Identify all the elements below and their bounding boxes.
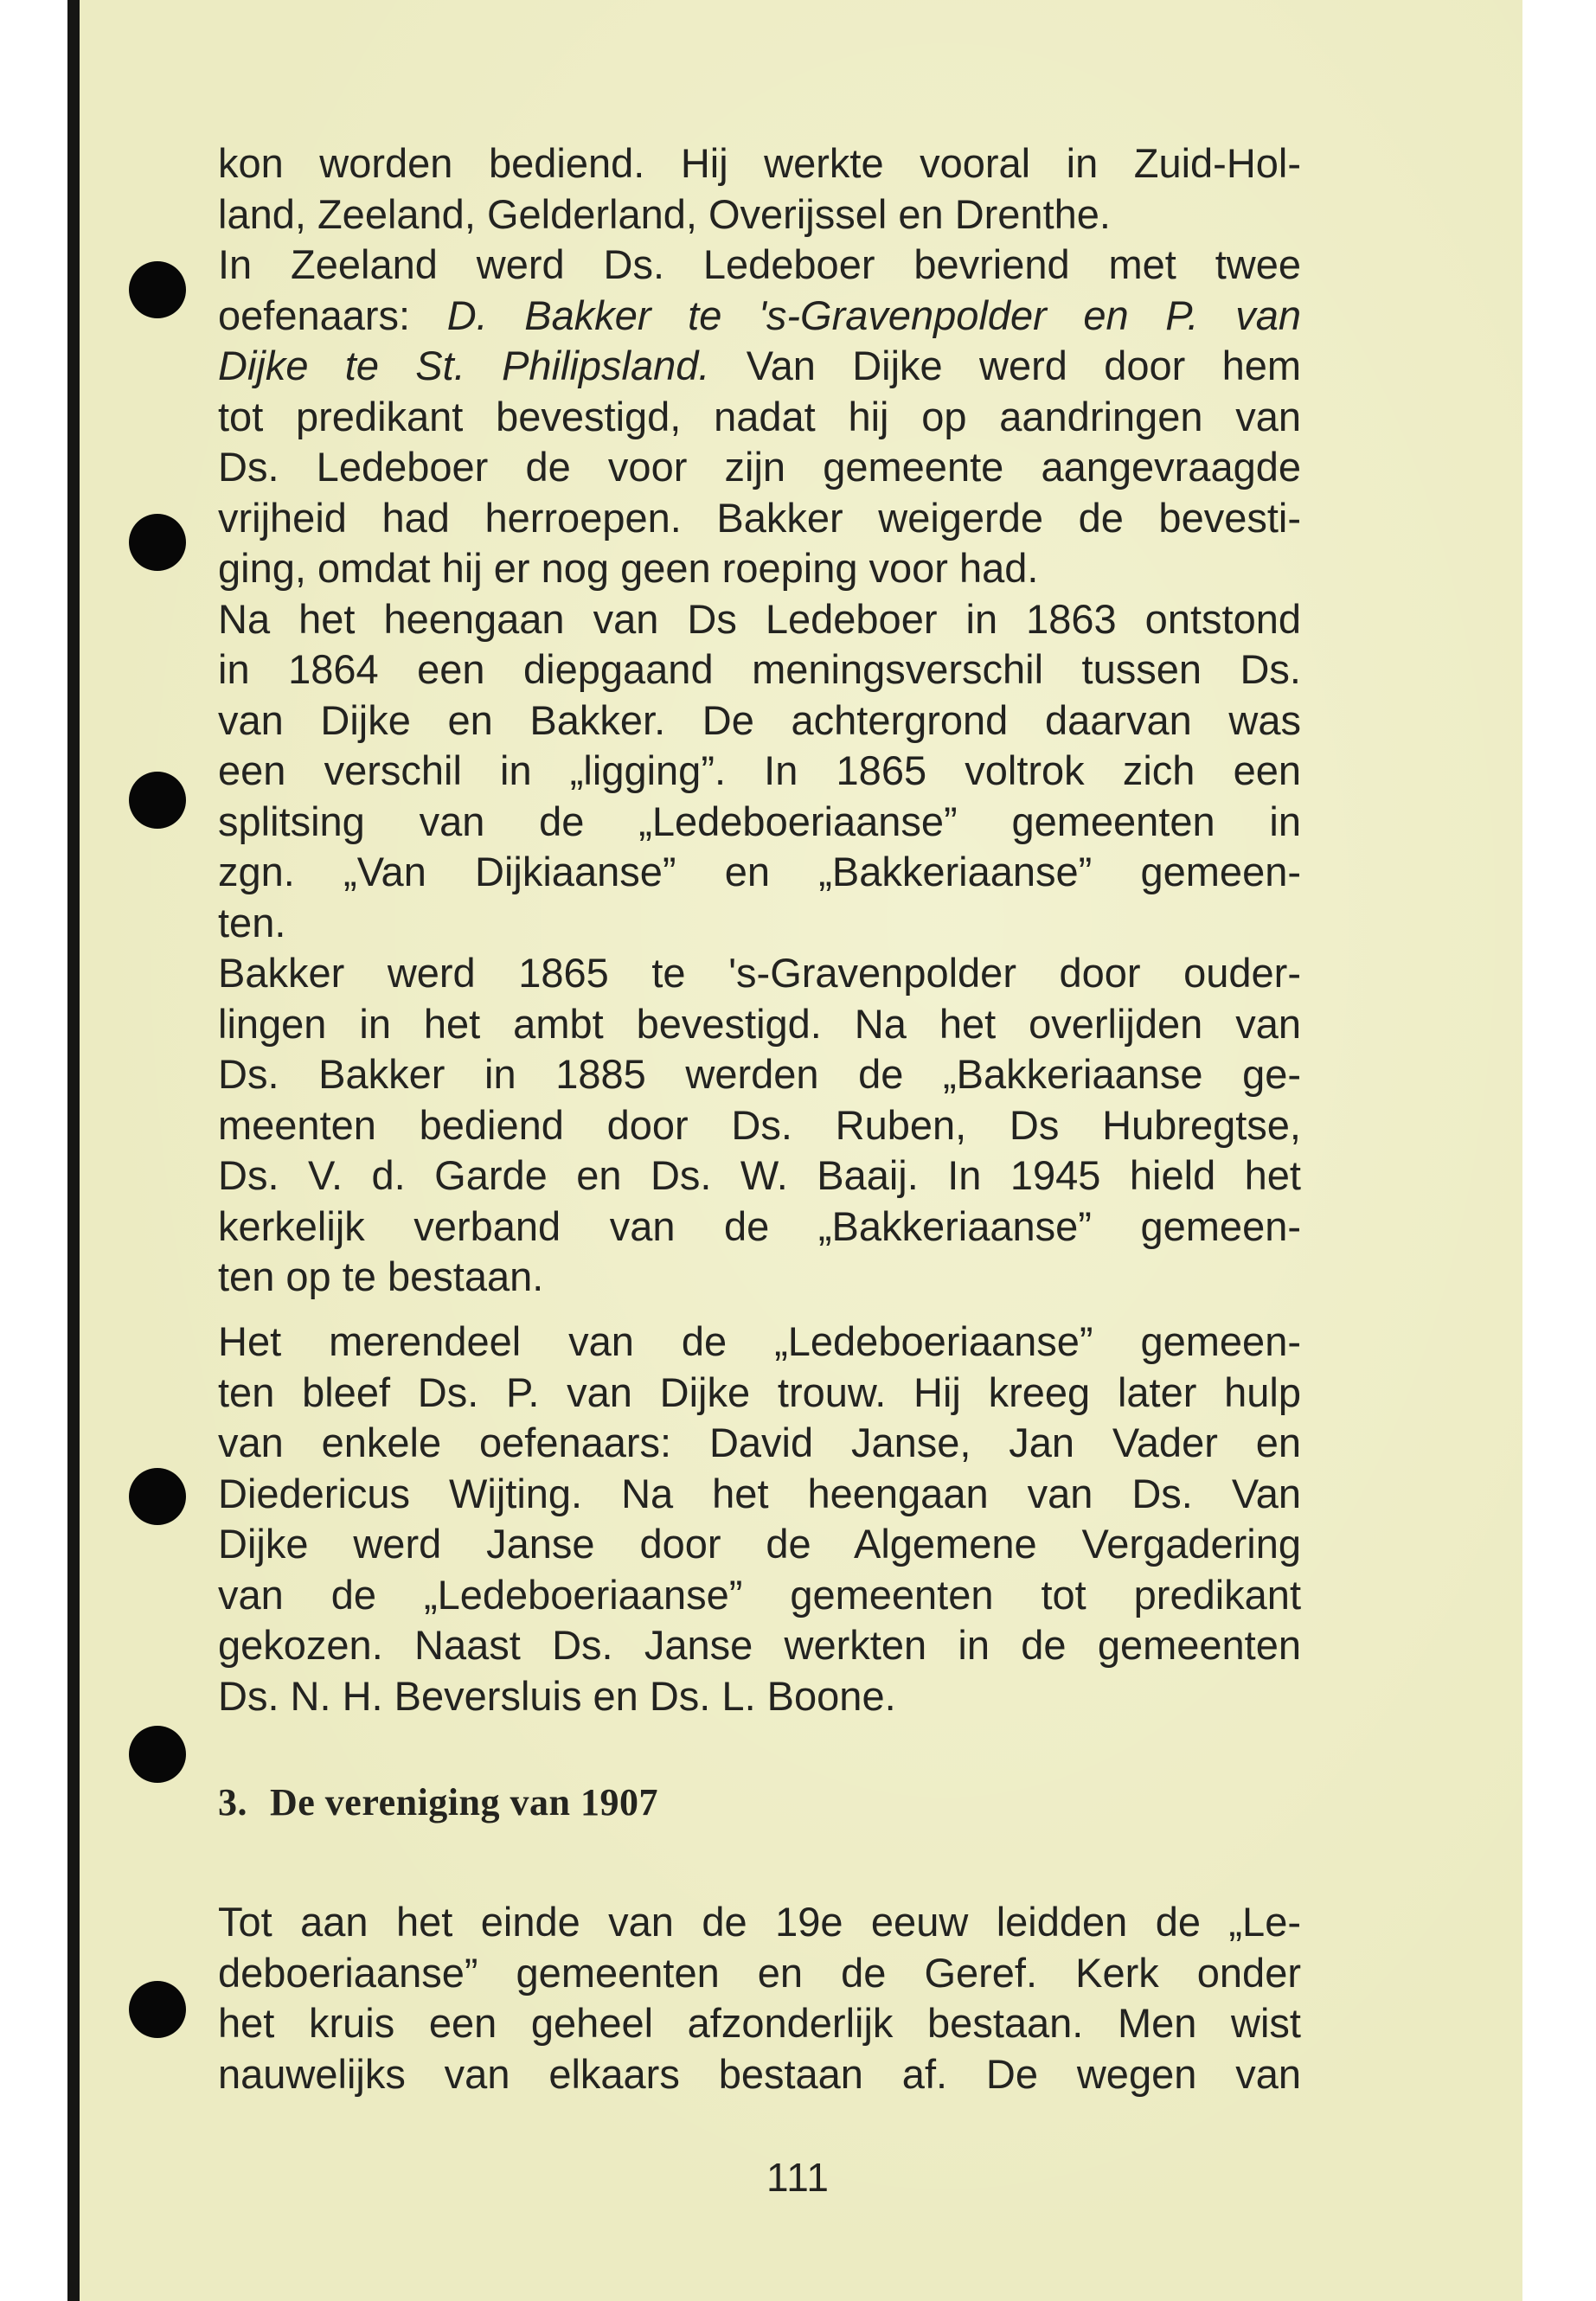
text-line: van enkele oefenaars: David Janse, Jan Vader en (218, 1420, 1301, 1465)
text-line: kerkelijk verband van de „Bakkeriaanse” gemeen- (218, 1202, 1301, 1249)
text-line: Ds. N. H. Beversluis en Ds. L. Boone. (218, 1672, 896, 1719)
page-number: 111 (766, 2155, 830, 2200)
text-line: Dijke werd Janse door de Algemene Vergadering (218, 1521, 1301, 1567)
text-line-italic-mix (218, 341, 1301, 392)
binding-edge (67, 0, 80, 2301)
text-line: ten bleef Ds. P. van Dijke trouw. Hij kreeg later hulp (218, 1368, 1301, 1415)
text-line: In Zeeland werd Ds. Ledeboer bevriend met twee (218, 241, 1301, 287)
text-line: tot predikant bevestigd, nadat hij op aandringen van (218, 393, 1301, 439)
body-text-lower (218, 1897, 1301, 2099)
text-line: Diedericus Wijting. Na het heengaan van Ds. Van (218, 1470, 1301, 1516)
text-line-italic-mix (218, 291, 1301, 342)
text-line: van de „Ledeboeriaanse” gemeenten tot predikant (218, 1571, 1301, 1618)
text-line: ten. (218, 899, 286, 945)
text-line: nauwelijks van elkaars bestaan af. De wegen van (218, 2050, 1301, 2097)
text-line: land, Zeeland, Gelderland, Overijssel en Drenthe. (218, 190, 1111, 237)
punch-hole (129, 772, 186, 829)
text-line: Na het heengaan van Ds Ledeboer in 1863 ontstond (218, 595, 1301, 642)
text-line: een verschil in „ligging”. In 1865 voltrok zich een (218, 747, 1301, 793)
text-line: Ds. Bakker in 1885 werden de „Bakkeriaanse ge- (218, 1051, 1301, 1097)
text-line: Bakker werd 1865 te 's-Gravenpolder door ouder- (218, 950, 1301, 996)
text-line: Het merendeel van de „Ledeboeriaanse” gemeen- (218, 1318, 1301, 1364)
text-fragment: oefenaars: (218, 292, 447, 338)
italic-text: Dijke te St. Philipsland. (218, 343, 710, 388)
text-line: gekozen. Naast Ds. Janse werkten in de gemeenten (218, 1622, 1301, 1668)
text-line: ten op te bestaan. (218, 1253, 544, 1299)
punch-hole (129, 514, 186, 571)
punch-hole (129, 1981, 186, 2038)
punch-hole (129, 1726, 186, 1783)
punch-hole (129, 1468, 186, 1525)
section-heading (218, 1780, 658, 1824)
text-line: kon worden bediend. Hij werkte vooral in Zuid-Hol- (218, 140, 1301, 186)
section-title: De vereniging van 1907 (270, 1781, 658, 1823)
text-line: vrijheid had herroepen. Bakker weigerde de bevesti- (218, 494, 1301, 541)
text-line: Tot aan het einde van de 19e eeuw leidden de „Le- (218, 1899, 1301, 1945)
text-line: splitsing van de „Ledeboeriaanse” gemeenten in (218, 798, 1301, 844)
text-line: meenten bediend door Ds. Ruben, Ds Hubregtse, (218, 1101, 1301, 1148)
italic-text: D. Bakker te 's-Gravenpolder en P. van (446, 292, 1301, 338)
body-text-middle (218, 1317, 1301, 1721)
text-line: het kruis een geheel afzonderlijk bestaan. Men wist (218, 2000, 1301, 2046)
text-line: Ds. V. d. Garde en Ds. W. Baaij. In 1945 hield het (218, 1152, 1301, 1198)
text-line: van Dijke en Bakker. De achtergrond daarvan was (218, 696, 1301, 743)
text-line: deboeriaanse” gemeenten en de Geref. Kerk onder (218, 1949, 1301, 1996)
text-line: zgn. „Van Dijkiaanse” en „Bakkeriaanse” gemeen- (218, 849, 1301, 894)
section-number: 3. (218, 1781, 247, 1823)
text-line: Ds. Ledeboer de voor zijn gemeente aangevraagde (218, 444, 1301, 490)
text-line: ging, omdat hij er nog geen roeping voor had. (218, 545, 1039, 591)
text-line: lingen in het ambt bevestigd. Na het overlijden van (218, 1000, 1301, 1047)
text-fragment: Van Dijke werd door hem (709, 343, 1301, 388)
punch-hole (129, 261, 186, 318)
body-text-upper (218, 138, 1301, 1303)
text-line: in 1864 een diepgaand meningsverschil tussen Ds. (218, 646, 1301, 692)
